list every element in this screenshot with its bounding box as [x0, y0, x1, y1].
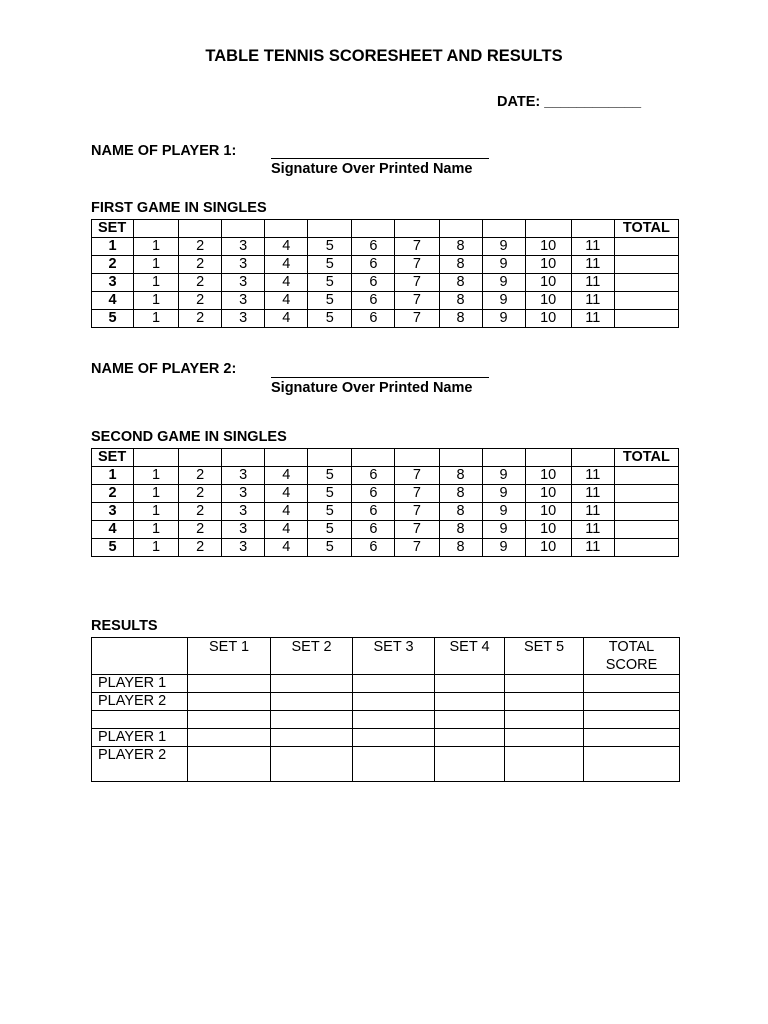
point-cell[interactable]: 9 [482, 310, 525, 328]
point-cell[interactable]: 10 [525, 274, 571, 292]
point-cell[interactable]: 8 [439, 539, 482, 557]
blank-header-cell [265, 220, 308, 238]
point-cell[interactable]: 1 [134, 503, 179, 521]
set-total-cell[interactable] [614, 467, 678, 485]
set-number: 1 [92, 238, 134, 256]
point-cell[interactable]: 2 [179, 521, 222, 539]
point-cell[interactable]: 11 [571, 521, 614, 539]
point-cell[interactable]: 11 [571, 238, 614, 256]
set-total-cell[interactable] [614, 274, 678, 292]
set-row [92, 503, 679, 521]
point-cell[interactable]: 4 [265, 521, 308, 539]
point-cell[interactable]: 2 [179, 467, 222, 485]
point-cell[interactable]: 1 [134, 274, 179, 292]
blank-header-cell [308, 220, 352, 238]
point-cell[interactable]: 5 [308, 485, 352, 503]
results-header-cell: SET 3 [353, 638, 435, 675]
point-cell[interactable]: 5 [308, 310, 352, 328]
point-cell[interactable]: 7 [395, 503, 439, 521]
point-cell[interactable]: 4 [265, 467, 308, 485]
results-table [91, 637, 680, 782]
set-total-cell[interactable] [614, 310, 678, 328]
point-cell[interactable]: 2 [179, 539, 222, 557]
point-cell[interactable]: 9 [482, 292, 525, 310]
blank-header-cell [352, 220, 395, 238]
total-header: TOTAL [614, 220, 678, 238]
point-cell[interactable]: 2 [179, 256, 222, 274]
point-cell[interactable]: 5 [308, 274, 352, 292]
point-cell[interactable]: 1 [134, 539, 179, 557]
set-number: 4 [92, 292, 134, 310]
point-cell[interactable]: 6 [352, 274, 395, 292]
point-cell[interactable]: 6 [352, 310, 395, 328]
results-score-cell[interactable] [584, 747, 680, 782]
point-cell[interactable]: 11 [571, 310, 614, 328]
blank-header-cell [395, 449, 439, 467]
blank-header-cell [439, 449, 482, 467]
set-number: 5 [92, 539, 134, 557]
point-cell[interactable]: 11 [571, 467, 614, 485]
results-score-cell[interactable] [271, 693, 353, 711]
point-cell[interactable]: 8 [439, 292, 482, 310]
results-score-cell[interactable] [584, 675, 680, 693]
point-cell[interactable]: 8 [439, 503, 482, 521]
game1-title: FIRST GAME IN SINGLES [91, 200, 267, 216]
set-total-cell[interactable] [614, 503, 678, 521]
point-cell[interactable]: 9 [482, 485, 525, 503]
point-cell[interactable]: 7 [395, 274, 439, 292]
results-score-cell[interactable] [505, 711, 584, 729]
results-score-cell[interactable] [188, 747, 271, 782]
results-score-cell[interactable] [435, 693, 505, 711]
player1-name-label: NAME OF PLAYER 1: [91, 143, 237, 159]
results-score-cell[interactable] [584, 729, 680, 747]
results-row [92, 675, 680, 693]
point-cell[interactable]: 5 [308, 521, 352, 539]
set-total-cell[interactable] [614, 292, 678, 310]
point-cell[interactable]: 4 [265, 310, 308, 328]
point-cell[interactable]: 5 [308, 539, 352, 557]
point-cell[interactable]: 9 [482, 521, 525, 539]
set-header: SET [92, 449, 134, 467]
results-score-cell[interactable] [353, 729, 435, 747]
point-cell[interactable]: 4 [265, 503, 308, 521]
point-cell[interactable]: 9 [482, 256, 525, 274]
point-cell[interactable]: 11 [571, 274, 614, 292]
set-number: 5 [92, 310, 134, 328]
point-cell[interactable]: 10 [525, 310, 571, 328]
results-score-cell[interactable] [435, 747, 505, 782]
set-number: 3 [92, 274, 134, 292]
point-cell[interactable]: 7 [395, 256, 439, 274]
results-row [92, 747, 680, 782]
point-cell[interactable]: 11 [571, 539, 614, 557]
results-score-cell[interactable] [188, 675, 271, 693]
results-score-cell[interactable] [271, 729, 353, 747]
point-cell[interactable]: 8 [439, 521, 482, 539]
point-cell[interactable]: 6 [352, 539, 395, 557]
game2-score-table [91, 448, 679, 557]
blank-header-cell [525, 449, 571, 467]
point-cell[interactable]: 11 [571, 503, 614, 521]
point-cell[interactable]: 8 [439, 256, 482, 274]
point-cell[interactable]: 7 [395, 310, 439, 328]
point-cell[interactable]: 6 [352, 292, 395, 310]
blank-header-cell [352, 449, 395, 467]
point-cell[interactable]: 4 [265, 485, 308, 503]
point-cell[interactable]: 10 [525, 485, 571, 503]
point-cell[interactable]: 10 [525, 521, 571, 539]
blank-header-cell [265, 449, 308, 467]
point-cell[interactable]: 1 [134, 485, 179, 503]
results-score-cell[interactable] [353, 693, 435, 711]
point-cell[interactable]: 1 [134, 238, 179, 256]
set-row [92, 310, 679, 328]
point-cell[interactable]: 2 [179, 503, 222, 521]
score-header-row [92, 220, 679, 238]
point-cell[interactable]: 10 [525, 539, 571, 557]
point-cell[interactable]: 3 [222, 274, 265, 292]
point-cell[interactable]: 10 [525, 503, 571, 521]
point-cell[interactable]: 9 [482, 539, 525, 557]
results-score-cell[interactable] [505, 729, 584, 747]
player2-signature-caption: Signature Over Printed Name [271, 380, 473, 396]
point-cell[interactable]: 7 [395, 292, 439, 310]
results-score-cell[interactable] [584, 693, 680, 711]
point-cell[interactable]: 11 [571, 256, 614, 274]
results-header-cell: SET 1 [188, 638, 271, 675]
set-total-cell[interactable] [614, 521, 678, 539]
results-corner-cell [92, 638, 188, 675]
blank-header-cell [134, 220, 179, 238]
score-header-row [92, 449, 679, 467]
point-cell[interactable]: 4 [265, 274, 308, 292]
point-cell[interactable]: 6 [352, 521, 395, 539]
point-cell[interactable]: 5 [308, 292, 352, 310]
set-row [92, 256, 679, 274]
point-cell[interactable]: 2 [179, 292, 222, 310]
results-player-label: PLAYER 2 [92, 747, 188, 782]
results-score-cell[interactable] [584, 711, 680, 729]
set-total-cell[interactable] [614, 539, 678, 557]
blank-header-cell [482, 449, 525, 467]
set-number: 2 [92, 256, 134, 274]
set-total-cell[interactable] [614, 485, 678, 503]
point-cell[interactable]: 1 [134, 256, 179, 274]
point-cell[interactable]: 3 [222, 292, 265, 310]
game2-title: SECOND GAME IN SINGLES [91, 429, 287, 445]
point-cell[interactable]: 3 [222, 539, 265, 557]
results-score-cell[interactable] [435, 711, 505, 729]
point-cell[interactable]: 7 [395, 467, 439, 485]
blank-header-cell [222, 449, 265, 467]
results-score-cell[interactable] [353, 675, 435, 693]
results-score-cell[interactable] [271, 675, 353, 693]
results-score-cell[interactable] [505, 675, 584, 693]
set-row [92, 485, 679, 503]
point-cell[interactable]: 10 [525, 256, 571, 274]
point-cell[interactable]: 5 [308, 503, 352, 521]
results-header-cell: TOTAL SCORE [584, 638, 680, 675]
set-row [92, 467, 679, 485]
point-cell[interactable]: 2 [179, 274, 222, 292]
point-cell[interactable]: 5 [308, 238, 352, 256]
set-row [92, 292, 679, 310]
results-header-row [92, 638, 680, 675]
point-cell[interactable]: 8 [439, 467, 482, 485]
results-row [92, 693, 680, 711]
set-number: 2 [92, 485, 134, 503]
point-cell[interactable]: 5 [308, 256, 352, 274]
date-field[interactable]: DATE: ____________ [497, 94, 642, 110]
results-title: RESULTS [91, 618, 158, 634]
point-cell[interactable]: 10 [525, 238, 571, 256]
point-cell[interactable]: 9 [482, 274, 525, 292]
point-cell[interactable]: 10 [525, 467, 571, 485]
blank-header-cell [482, 220, 525, 238]
point-cell[interactable]: 8 [439, 310, 482, 328]
point-cell[interactable]: 8 [439, 274, 482, 292]
blank-header-cell [439, 220, 482, 238]
point-cell[interactable]: 11 [571, 485, 614, 503]
point-cell[interactable]: 7 [395, 485, 439, 503]
player2-name-label: NAME OF PLAYER 2: [91, 361, 237, 377]
point-cell[interactable]: 1 [134, 292, 179, 310]
set-number: 1 [92, 467, 134, 485]
point-cell[interactable]: 9 [482, 503, 525, 521]
blank-header-cell [308, 449, 352, 467]
results-player-label: PLAYER 1 [92, 729, 188, 747]
point-cell[interactable]: 5 [308, 467, 352, 485]
set-number: 3 [92, 503, 134, 521]
point-cell[interactable]: 6 [352, 238, 395, 256]
results-score-cell[interactable] [188, 729, 271, 747]
results-score-cell[interactable] [505, 747, 584, 782]
point-cell[interactable]: 2 [179, 485, 222, 503]
point-cell[interactable]: 6 [352, 503, 395, 521]
point-cell[interactable]: 3 [222, 521, 265, 539]
blank-header-cell [571, 220, 614, 238]
blank-header-cell [134, 449, 179, 467]
set-header: SET [92, 220, 134, 238]
set-row [92, 274, 679, 292]
blank-header-cell [222, 220, 265, 238]
player2-signature-line[interactable] [271, 377, 489, 378]
point-cell[interactable]: 8 [439, 238, 482, 256]
results-header-cell: SET 4 [435, 638, 505, 675]
blank-header-cell [179, 449, 222, 467]
game1-score-table [91, 219, 679, 328]
point-cell[interactable]: 3 [222, 485, 265, 503]
set-row [92, 238, 679, 256]
point-cell[interactable]: 1 [134, 521, 179, 539]
point-cell[interactable]: 3 [222, 310, 265, 328]
results-row [92, 711, 680, 729]
results-header-cell: SET 5 [505, 638, 584, 675]
blank-header-cell [395, 220, 439, 238]
point-cell[interactable]: 4 [265, 539, 308, 557]
set-total-cell[interactable] [614, 238, 678, 256]
point-cell[interactable]: 4 [265, 292, 308, 310]
blank-header-cell [525, 220, 571, 238]
point-cell[interactable]: 8 [439, 485, 482, 503]
point-cell[interactable]: 3 [222, 238, 265, 256]
blank-header-cell [571, 449, 614, 467]
set-row [92, 521, 679, 539]
point-cell[interactable]: 7 [395, 521, 439, 539]
blank-header-cell [179, 220, 222, 238]
point-cell[interactable]: 4 [265, 256, 308, 274]
results-score-cell[interactable] [353, 711, 435, 729]
point-cell[interactable]: 3 [222, 503, 265, 521]
results-row [92, 729, 680, 747]
player1-signature-caption: Signature Over Printed Name [271, 161, 473, 177]
point-cell[interactable]: 7 [395, 238, 439, 256]
set-number: 4 [92, 521, 134, 539]
point-cell[interactable]: 4 [265, 238, 308, 256]
point-cell[interactable]: 9 [482, 467, 525, 485]
results-score-cell[interactable] [188, 711, 271, 729]
point-cell[interactable]: 9 [482, 238, 525, 256]
set-row [92, 539, 679, 557]
results-score-cell[interactable] [271, 711, 353, 729]
total-header: TOTAL [614, 449, 678, 467]
results-score-cell[interactable] [435, 729, 505, 747]
results-player-label [92, 711, 188, 729]
point-cell[interactable]: 7 [395, 539, 439, 557]
point-cell[interactable]: 6 [352, 256, 395, 274]
point-cell[interactable]: 11 [571, 292, 614, 310]
results-score-cell[interactable] [435, 675, 505, 693]
point-cell[interactable]: 10 [525, 292, 571, 310]
page-title: TABLE TENNIS SCORESHEET AND RESULTS [205, 47, 563, 65]
point-cell[interactable]: 3 [222, 256, 265, 274]
point-cell[interactable]: 1 [134, 467, 179, 485]
point-cell[interactable]: 6 [352, 467, 395, 485]
point-cell[interactable]: 1 [134, 310, 179, 328]
point-cell[interactable]: 2 [179, 238, 222, 256]
results-score-cell[interactable] [505, 693, 584, 711]
results-player-label: PLAYER 2 [92, 693, 188, 711]
results-score-cell[interactable] [188, 693, 271, 711]
results-player-label: PLAYER 1 [92, 675, 188, 693]
point-cell[interactable]: 3 [222, 467, 265, 485]
point-cell[interactable]: 2 [179, 310, 222, 328]
set-total-cell[interactable] [614, 256, 678, 274]
player1-signature-line[interactable] [271, 158, 489, 159]
results-header-cell: SET 2 [271, 638, 353, 675]
results-score-cell[interactable] [353, 747, 435, 782]
point-cell[interactable]: 6 [352, 485, 395, 503]
results-score-cell[interactable] [271, 747, 353, 782]
